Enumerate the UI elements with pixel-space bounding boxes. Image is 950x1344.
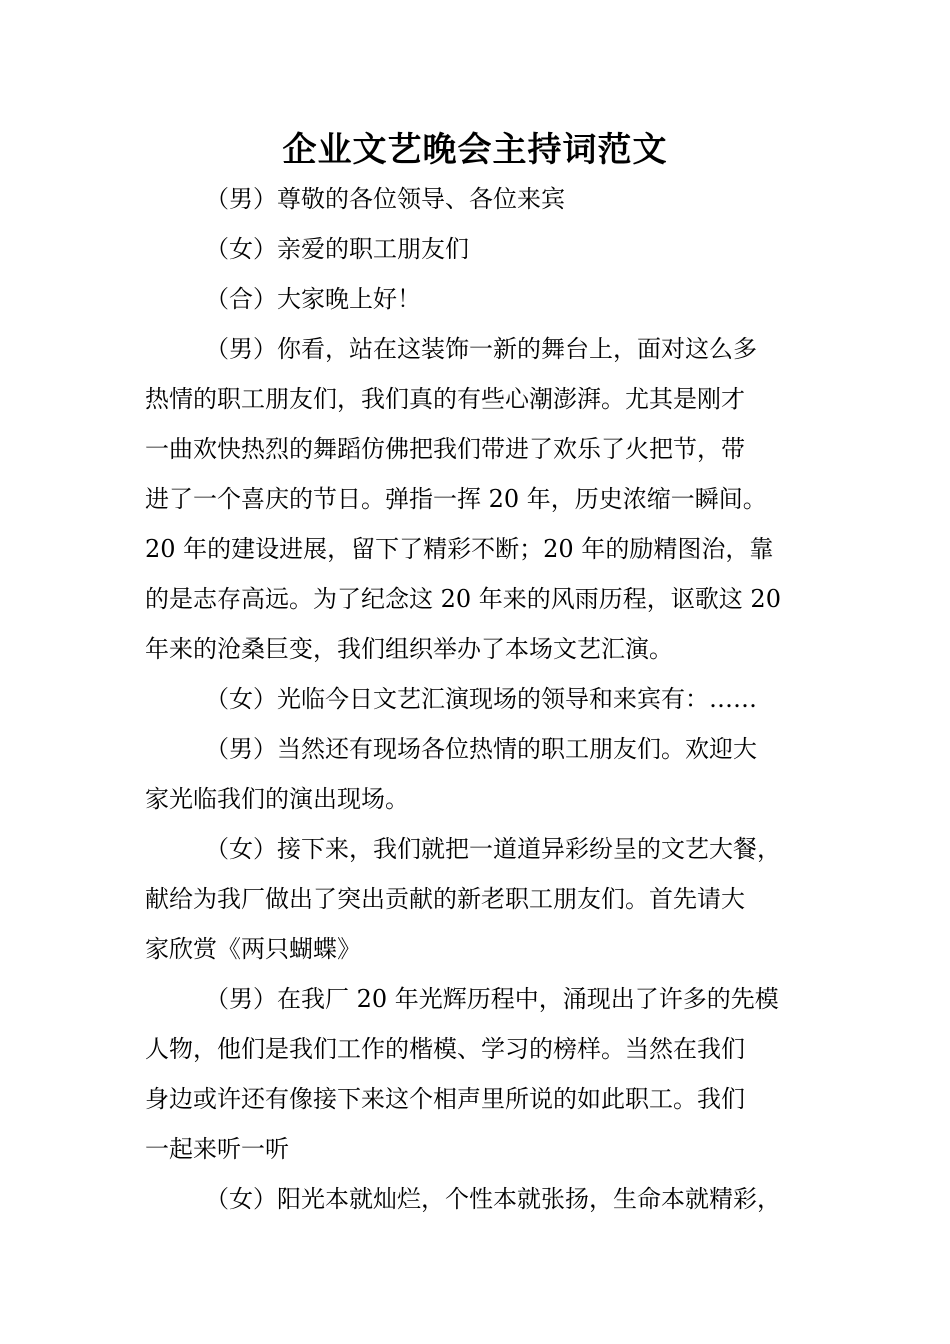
paragraph-line: （男）当然还有现场各位热情的职工朋友们。欢迎大 (205, 735, 757, 763)
paragraph-line: 进了一个喜庆的节日。弹指一挥 20 年，历史浓缩一瞬间。 (145, 485, 767, 513)
paragraph-line: （女）阳光本就灿烂，个性本就张扬，生命本就精彩， (205, 1185, 781, 1213)
paragraph-line: （男）你看，站在这装饰一新的舞台上，面对这么多 (205, 335, 757, 363)
paragraph-line: （女）亲爱的职工朋友们 (205, 235, 469, 263)
paragraph (145, 674, 815, 724)
paragraph-line: 热情的职工朋友们，我们真的有些心潮澎湃。尤其是刚才 (145, 385, 745, 413)
paragraph-line: （女）光临今日文艺汇演现场的领导和来宾有：…… (205, 685, 757, 713)
paragraph (145, 224, 815, 274)
paragraph (145, 174, 815, 224)
document-body (145, 174, 815, 1224)
paragraph (145, 1174, 815, 1224)
paragraph-line: 家光临我们的演出现场。 (145, 785, 409, 813)
paragraph-line: 一曲欢快热烈的舞蹈仿佛把我们带进了欢乐了火把节，带 (145, 435, 745, 463)
paragraph-line: 20 年的建设进展，留下了精彩不断；20 年的励精图治，靠 (145, 535, 774, 563)
paragraph-line: 家欣赏《两只蝴蝶》 (145, 935, 361, 963)
paragraph-line: （男）在我厂 20 年光辉历程中，涌现出了许多的先模 (205, 985, 779, 1013)
paragraph (145, 724, 815, 824)
paragraph-line: 年来的沧桑巨变，我们组织举办了本场文艺汇演。 (145, 635, 673, 663)
paragraph (145, 974, 815, 1174)
paragraph (145, 324, 815, 674)
document-title: 企业文艺晚会主持词范文 (282, 130, 668, 170)
paragraph-line: 一起来听一听 (145, 1135, 289, 1163)
paragraph-line: （合）大家晚上好！ (205, 285, 421, 313)
paragraph-line: （男）尊敬的各位领导、各位来宾 (205, 185, 565, 213)
paragraph (145, 824, 815, 974)
paragraph (145, 274, 815, 324)
paragraph-line: 献给为我厂做出了突出贡献的新老职工朋友们。首先请大 (145, 885, 745, 913)
paragraph-line: （女）接下来，我们就把一道道异彩纷呈的文艺大餐， (205, 835, 781, 863)
paragraph-line: 身边或许还有像接下来这个相声里所说的如此职工。我们 (145, 1085, 745, 1113)
paragraph-line: 人物，他们是我们工作的楷模、学习的榜样。当然在我们 (145, 1035, 745, 1063)
paragraph-line: 的是志存高远。为了纪念这 20 年来的风雨历程，讴歌这 20 (145, 585, 781, 613)
